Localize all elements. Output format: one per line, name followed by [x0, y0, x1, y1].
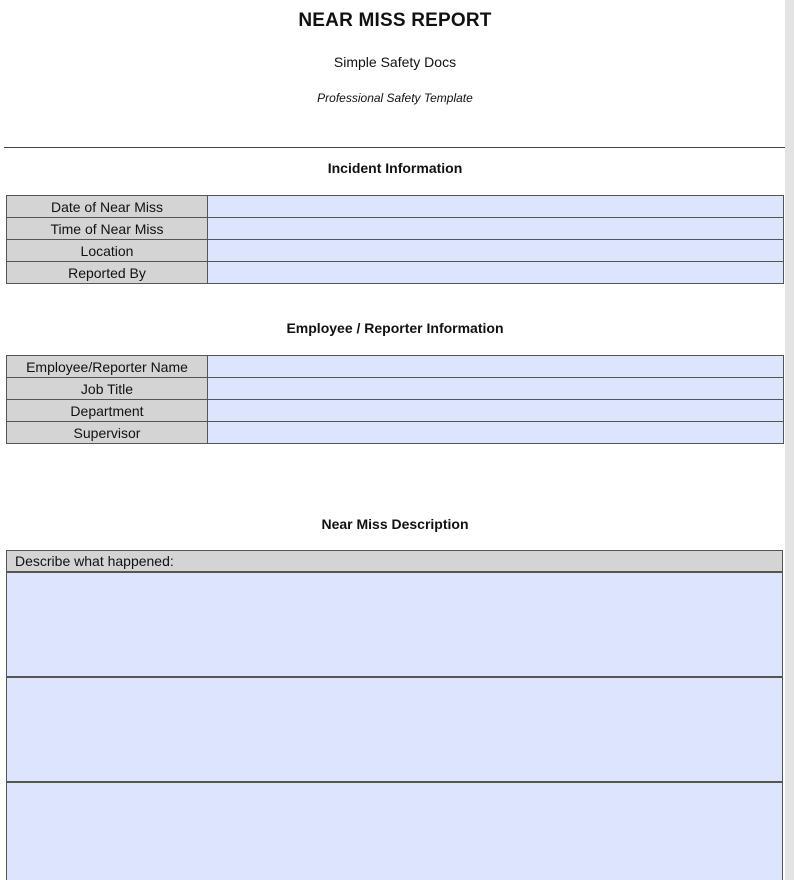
field-label: Reported By [7, 262, 208, 284]
incident-section-heading: Incident Information [327, 160, 463, 176]
description-field-3[interactable] [6, 782, 783, 880]
vertical-scrollbar[interactable] [785, 0, 794, 880]
table-row [7, 262, 784, 284]
job-title-field[interactable] [208, 378, 784, 400]
table-row [7, 356, 784, 378]
employee-section-heading: Employee / Reporter Information [286, 320, 504, 336]
reported-by-field[interactable] [208, 262, 784, 284]
supervisor-field[interactable] [208, 422, 784, 444]
incident-table [6, 195, 784, 284]
document-subtitle: Simple Safety Docs [333, 54, 457, 70]
field-label: Date of Near Miss [7, 196, 208, 218]
field-label: Department [7, 400, 208, 422]
description-prompt: Describe what happened: [6, 550, 783, 572]
table-row [7, 400, 784, 422]
field-label: Supervisor [7, 422, 208, 444]
field-label: Job Title [7, 378, 208, 400]
document-tagline: Professional Safety Template [317, 91, 473, 105]
time-of-near-miss-field[interactable] [208, 218, 784, 240]
field-label: Location [7, 240, 208, 262]
date-of-near-miss-field[interactable] [208, 196, 784, 218]
table-row [7, 378, 784, 400]
header-divider [4, 147, 786, 148]
employee-name-field[interactable] [208, 356, 784, 378]
description-field-1[interactable] [6, 572, 783, 677]
description-section-heading: Near Miss Description [321, 516, 469, 532]
table-row [7, 422, 784, 444]
table-row [7, 218, 784, 240]
description-field-2[interactable] [6, 677, 783, 782]
field-label: Time of Near Miss [7, 218, 208, 240]
field-label: Employee/Reporter Name [7, 356, 208, 378]
department-field[interactable] [208, 400, 784, 422]
location-field[interactable] [208, 240, 784, 262]
employee-table [6, 355, 784, 444]
table-row [7, 196, 784, 218]
document-title: NEAR MISS REPORT [298, 10, 492, 31]
table-row [7, 240, 784, 262]
